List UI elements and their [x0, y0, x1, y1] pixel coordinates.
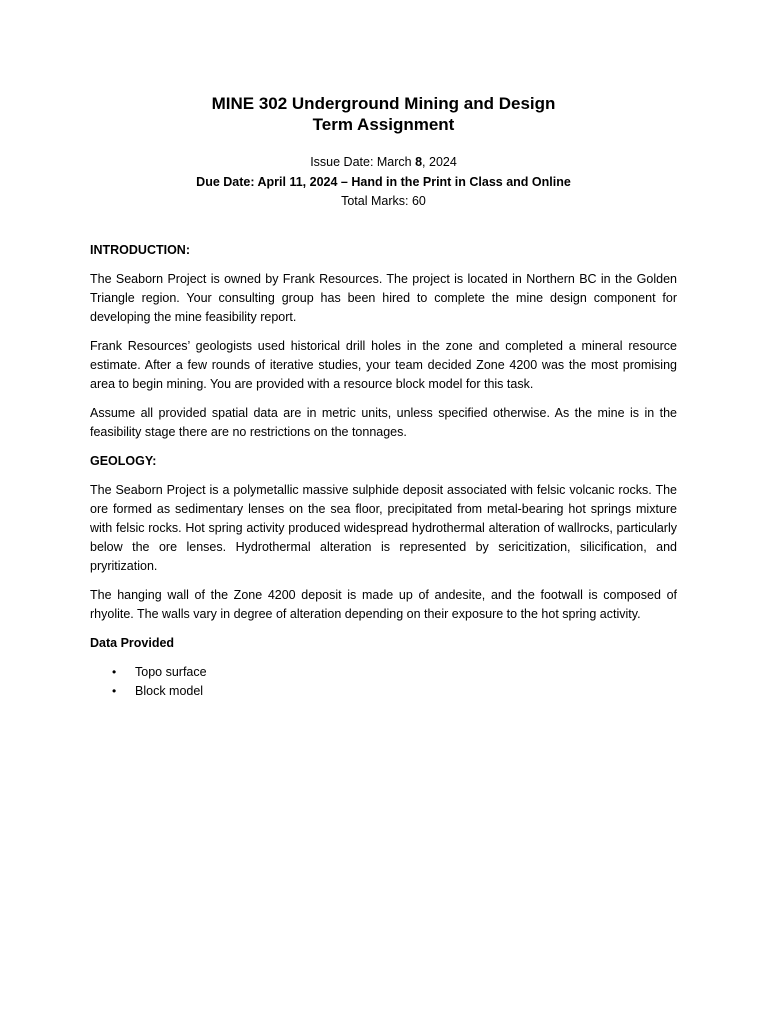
list-item-text: Block model: [135, 683, 204, 698]
title-line-assignment: Term Assignment: [312, 115, 455, 134]
issue-date-label: Issue Date: March: [310, 155, 416, 169]
geology-heading: GEOLOGY:: [90, 453, 157, 468]
bullet-icon: •: [112, 683, 117, 698]
issue-date: [90, 153, 677, 173]
title-line-course: MINE 302 Underground Mining and Design: [211, 94, 556, 113]
list-item-text: Topo surface: [135, 664, 207, 679]
document-title: [90, 0, 677, 135]
introduction-paragraph: Assume all provided spatial data are in metric units, unless specified otherwise. As the mine is in the feasibility stage there are no restrictions on the tonnages.: [90, 405, 677, 439]
bullet-icon: •: [112, 664, 117, 679]
data-provided-list: [90, 663, 677, 701]
data-provided-heading: Data Provided: [90, 635, 175, 650]
introduction-paragraph: The Seaborn Project is owned by Frank Resources. The project is located in Northern BC in the Golden Triangle region. Your consulting group has been hired to complete the mine design component for developing the mine feasibility report.: [90, 271, 677, 324]
geology-paragraph: The hanging wall of the Zone 4200 deposit is made up of andesite, and the footwall is composed of rhyolite. The walls vary in degree of alteration depending on their exposure to the hot spring activity.: [90, 587, 677, 621]
document-page: [90, 0, 677, 701]
geology-paragraph: The Seaborn Project is a polymetallic massive sulphide deposit associated with felsic volcanic rocks. The ore formed as sedimentary lenses on the sea floor, precipitated from metal-bearing hot springs mixture with felsic rocks. Hot spring activity produced widespread hydrothermal alteration of wallrocks, particularly below the ore lenses. Hydrothermal alteration is represented by sericitization, silicification, and pryritization.: [90, 482, 677, 573]
introduction-paragraph: Frank Resources’ geologists used historical drill holes in the zone and completed a mineral resource estimate. After a few rounds of iterative studies, your team decided Zone 4200 was the most promising area to begin mining. You are provided with a resource block model for this task.: [90, 338, 677, 391]
introduction-heading: INTRODUCTION:: [90, 242, 190, 257]
due-date: Due Date: April 11, 2024 – Hand in the Print in Class and Online: [196, 174, 571, 189]
assignment-meta: [90, 153, 677, 212]
issue-date-day: 8: [415, 155, 423, 169]
list-item: [90, 682, 677, 701]
list-item: [90, 663, 677, 682]
issue-date-year: , 2024: [422, 155, 457, 169]
total-marks: Total Marks: 60: [341, 194, 426, 208]
